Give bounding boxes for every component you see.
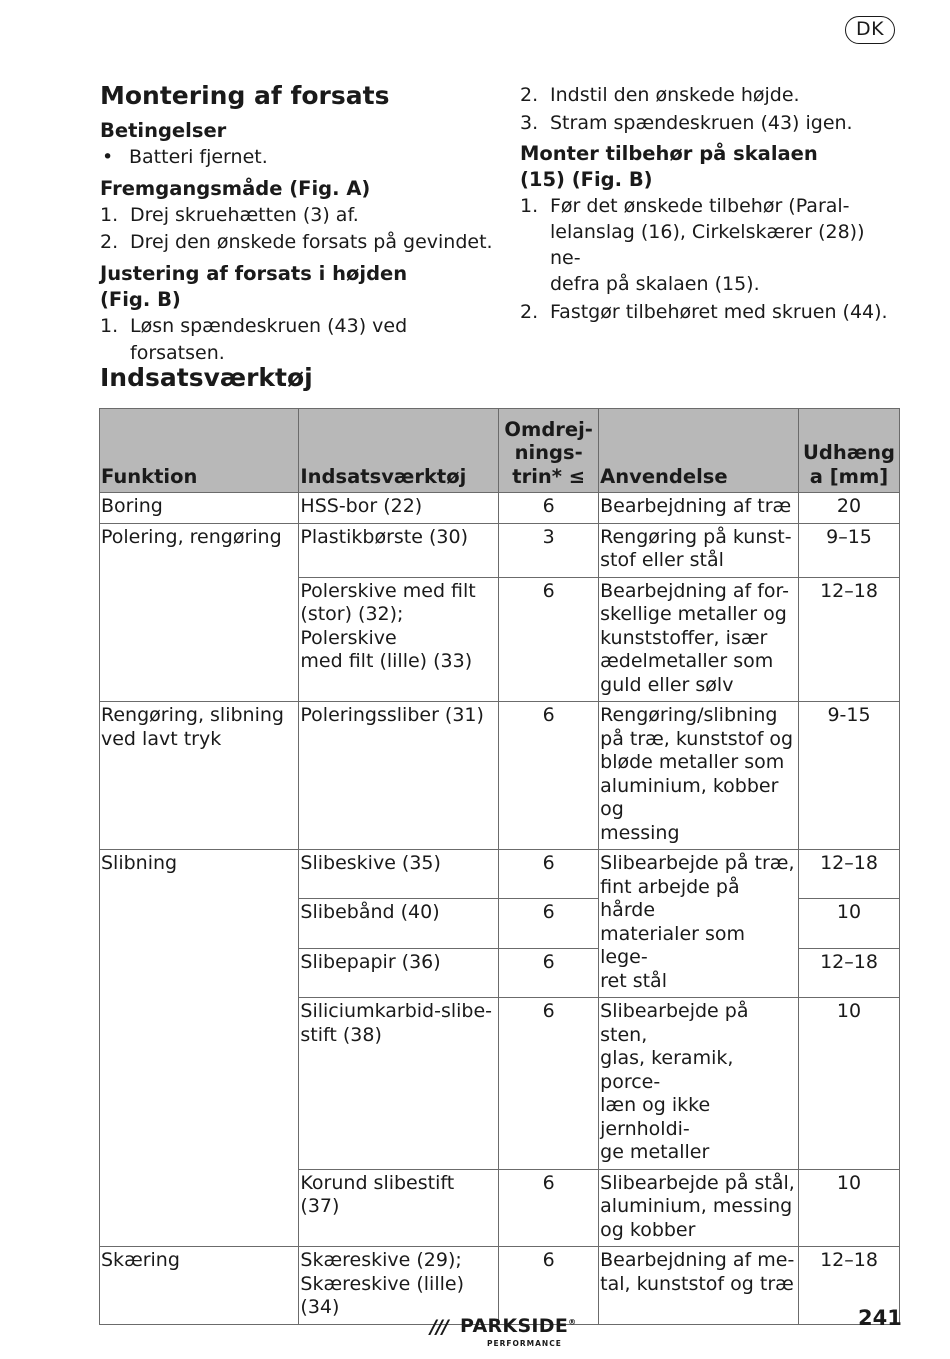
heading-line: (15) (Fig. B) [520,168,653,191]
text-line: læn og ikke jernholdi- [600,1094,711,1140]
text-line: Slibearbejde på træ, [600,852,795,874]
text-line: Rengøring, slibning [101,704,284,726]
parkside-logo [430,1314,590,1354]
step-number: 1. [100,203,119,226]
step-text: Drej skruehætten (3) af. [130,203,359,226]
header-overhang [799,409,900,493]
cell-tool: Slibebånd (40) [299,899,499,948]
text-line: ædelmetaller som [600,650,774,672]
heading-line: Justering af forsats i højden [100,261,408,285]
cell-funktion: Slibning [100,850,299,1247]
text-line: Rengøring/slibning [600,704,778,726]
table-row [100,493,900,524]
cell-overhang: 20 [799,493,900,524]
logo-subtitle: PERFORMANCE [487,1339,562,1348]
cell-tool [299,998,499,1170]
bullet-icon: • [102,146,114,168]
header-use: Anvendelse [599,409,799,493]
list-item [520,299,900,327]
cell-tool: Slibeskive (35) [299,850,499,899]
text-line: Slibearbejde på stål, [600,1171,795,1194]
step-text: Drej den ønskede forsats på gevindet. [130,231,493,253]
list-item [100,229,500,257]
list-item [520,193,900,297]
cell-speed: 6 [499,850,599,899]
section-title-indsatsvaerktoej: Indsatsværktøj [100,363,313,392]
text-line: aluminium, messing [600,1195,793,1217]
text-line: tal, kunststof og træ [600,1272,794,1295]
header-line: a [mm] [809,464,889,488]
cell-speed: 3 [499,523,599,577]
logo-wordmark: PARKSIDE® [460,1315,577,1337]
text-line: Skæreskive (lille) (34) [300,1272,464,1318]
text-line: aluminium, kobber og [600,774,779,820]
heading-monter-tilbehoer [520,141,900,193]
header-line: Udhæng [803,441,895,464]
cell-use [599,577,799,702]
cell-use [599,1247,799,1325]
text-line: ge metaller [600,1141,710,1163]
cell-speed: 6 [499,702,599,850]
list-item [520,110,900,138]
cell-funktion: Boring [100,493,299,524]
text-line: Rengøring på kunst- [600,525,792,548]
cell-funktion: Skæring [100,1247,299,1325]
header-funktion: Funktion [100,409,299,493]
text-line: fint arbejde på hårde [600,875,740,921]
registered-mark: ® [568,1317,577,1327]
text-line: bløde metaller som [600,751,785,773]
text-line: på træ, kunststof og [600,727,794,750]
text-line: Polerskive med filt [300,579,476,602]
right-column [520,82,900,327]
cell-use [599,523,799,577]
cell-use [599,1169,799,1247]
text-line: stof eller stål [600,549,724,571]
cell-use [599,850,799,998]
text-line: Før det ønskede tilbehør (Paral- [550,195,850,217]
step-text: Fastgør tilbehøret med skruen (44). [550,301,888,323]
heading-fremgangsmaade: Fremgangsmåde (Fig. A) [100,176,371,200]
text-line: glas, keramik, porce- [600,1047,734,1093]
cell-overhang: 12–18 [799,1247,900,1325]
heading-betingelser: Betingelser [100,119,227,142]
text-line: guld eller sølv [600,673,734,696]
text-line: (stor) (32); Polerskive [300,603,404,649]
cell-speed: 6 [499,1169,599,1247]
step-number: 2. [520,301,539,323]
cell-funktion [100,702,299,850]
heading-line: Monter tilbehør på skalaen [520,142,818,165]
header-line: trin* ≤ [512,464,586,488]
cell-use [599,998,799,1170]
text-line: materialer som lege- [600,922,746,968]
list-item [520,82,900,110]
tools-table [99,408,900,1325]
language-badge: DK [845,16,895,44]
text-line: Bearbejdning af for- [600,579,790,602]
step-text: Indstil den ønskede højde. [550,84,800,106]
cell-tool: Plastikbørste (30) [299,523,499,577]
step-text: Stram spændeskruen (43) igen. [550,111,853,134]
cell-overhang: 10 [799,899,900,948]
cell-overhang: 10 [799,998,900,1170]
text-line: Siliciumkarbid-slibe- [300,1000,493,1022]
cell-overhang: 9-15 [799,702,900,850]
cell-tool: Slibepapir (36) [299,948,499,997]
text-line: ret stål [600,969,667,992]
cell-tool [299,577,499,702]
table-row [100,850,900,899]
table-row [100,702,900,850]
text-line: lelanslag (16), Cirkelskærer (28)) ne- [550,221,865,269]
text-line: med filt (lille) (33) [300,650,473,672]
text-line: defra på skalaen (15). [550,273,760,295]
cell-speed: 6 [499,998,599,1170]
heading-line: (Fig. B) [100,287,181,311]
text-line: stift (38) [300,1023,382,1046]
cell-speed: 6 [499,1247,599,1325]
cell-overhang: 12–18 [799,850,900,899]
cell-tool: HSS-bor (22) [299,493,499,524]
text-line: messing [600,821,680,844]
table-row [100,523,900,577]
section-title-montering: Montering af forsats [100,81,390,110]
cell-overhang: 10 [799,1169,900,1247]
bullet-text: Batteri fjernet. [129,146,268,168]
header-line: Omdrej- [504,417,593,441]
cell-tool: Poleringssliber (31) [299,702,499,850]
table-header-row [100,409,900,493]
cell-overhang: 12–18 [799,948,900,997]
step-number: 1. [520,195,539,217]
cell-funktion: Polering, rengøring [100,523,299,702]
left-column [100,78,500,368]
step-number: 2. [100,231,119,253]
cell-overhang: 12–18 [799,577,900,702]
text-line: Skæreskive (29); [300,1249,462,1271]
cell-tool: Korund slibestift (37) [299,1169,499,1247]
cell-speed: 6 [499,899,599,948]
heading-justering [100,261,500,313]
text-line: skellige metaller og [600,603,787,625]
text-line: ved lavt tryk [101,727,222,750]
step-text: Løsn spændeskruen (43) ved forsatsen. [130,314,408,364]
text-line: kunststoffer, især [600,626,768,649]
cell-overhang: 9–15 [799,523,900,577]
header-speed [499,409,599,493]
step-number: 2. [520,84,539,106]
step-number: 1. [100,314,119,337]
cell-tool [299,1247,499,1325]
cell-speed: 6 [499,948,599,997]
header-tool: Indsatsværktøj [299,409,499,493]
cell-speed: 6 [499,577,599,702]
logo-slashes-icon: /// [430,1316,448,1338]
table-row [100,1247,900,1325]
text-line: Bearbejdning af me- [600,1249,795,1271]
text-line: Slibearbejde på sten, [600,1000,749,1046]
page-number: 241 [858,1306,902,1330]
step-number: 3. [520,111,539,134]
header-line: nings- [514,441,583,464]
step-text [550,193,900,297]
cell-use [599,702,799,850]
list-item [100,202,500,230]
text-line: og kobber [600,1218,696,1241]
cell-speed: 6 [499,493,599,524]
cell-use: Bearbejdning af træ [599,493,799,524]
bullet-item [100,144,500,172]
